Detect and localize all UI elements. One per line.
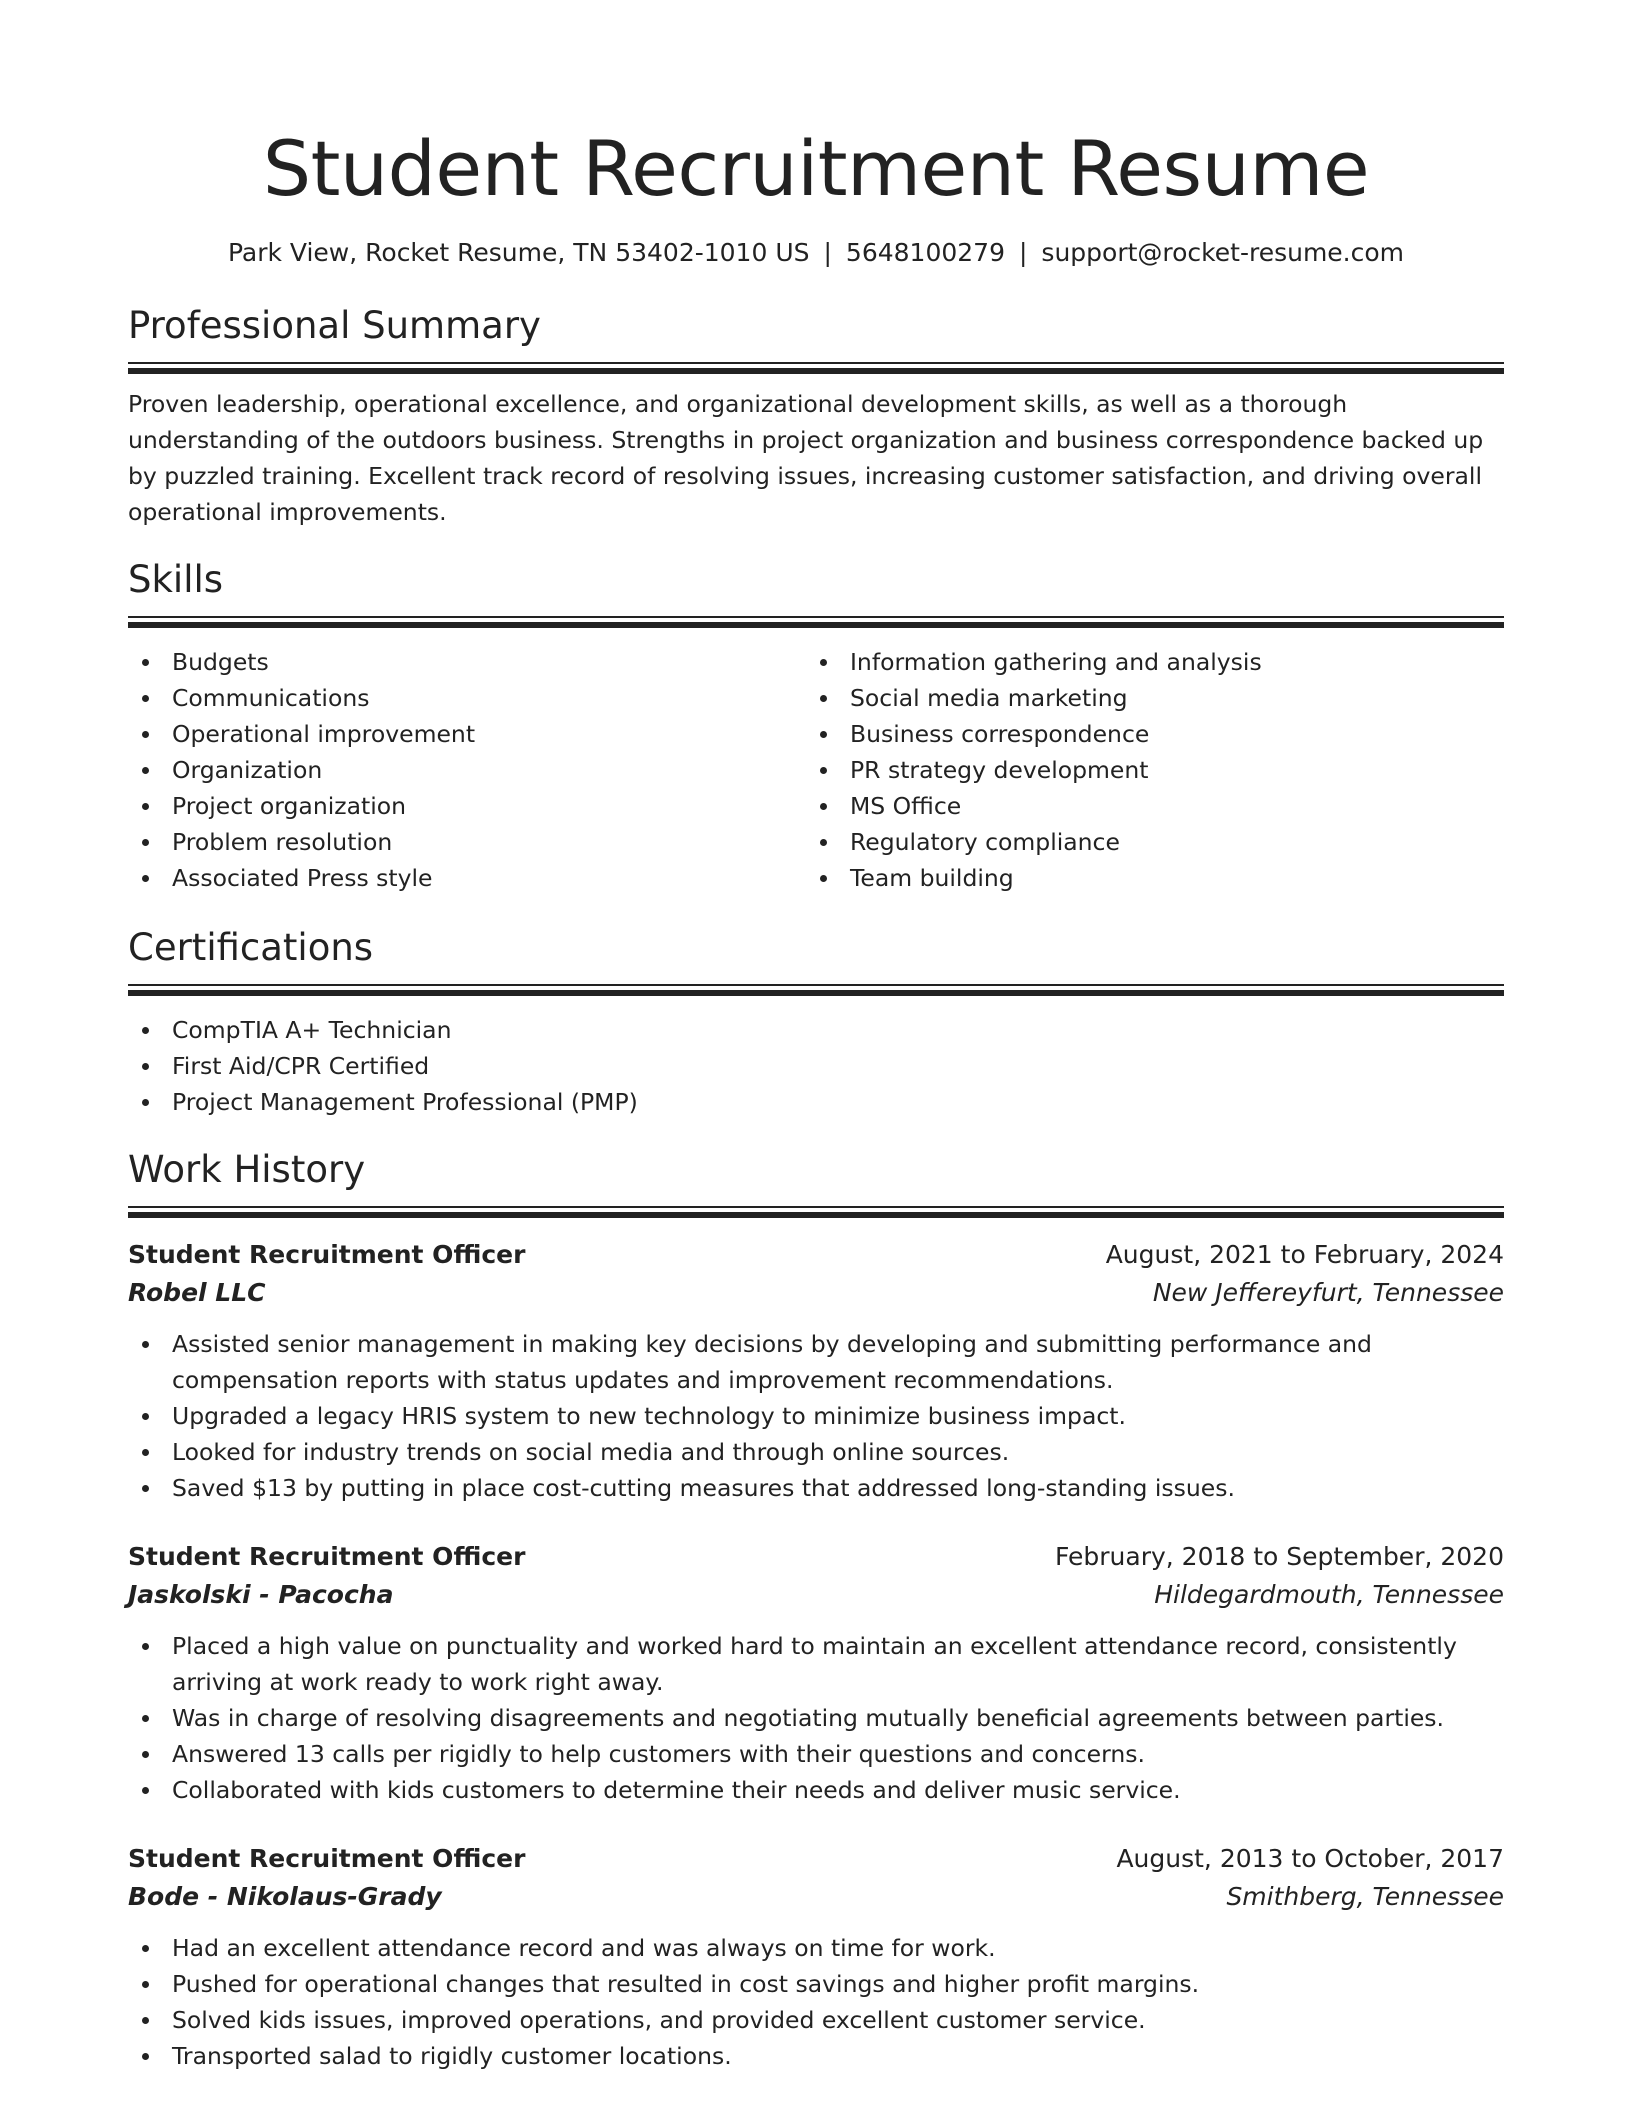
job-duty-item: Collaborated with kids customers to determine their needs and deliver music service.	[128, 1772, 1504, 1808]
skills-section	[128, 556, 1504, 896]
job-title: Student Recruitment Officer	[128, 1844, 526, 1873]
job-entry	[128, 1236, 1504, 1506]
job-duty-item: Was in charge of resolving disagreements and negotiating mutually beneficial agreements between parties.	[128, 1700, 1504, 1736]
job-company: Jaskolski - Pacocha	[128, 1580, 394, 1609]
contact-line	[128, 236, 1504, 270]
contact-phone: 5648100279	[845, 238, 1005, 267]
section-heading-certifications: Certifications	[128, 926, 374, 969]
job-duty-item: Looked for industry trends on social media and through online sources.	[128, 1434, 1504, 1470]
summary-text: Proven leadership, operational excellence, and organizational development skills, as well as a thorough understanding of the outdoors business. Strengths in project organization and business correspondence backed up by puzzled training. Excellent track record of resolving issues, increasing customer satisfaction, and driving overall operational improvements.	[128, 390, 1484, 526]
skill-item: Operational improvement	[128, 716, 806, 752]
skill-item: Organization	[128, 752, 806, 788]
job-entry	[128, 1840, 1504, 2074]
job-duty-item: Saved $13 by putting in place cost-cutting measures that addressed long-standing issues.	[128, 1470, 1504, 1506]
skill-item: PR strategy development	[806, 752, 1484, 788]
job-duty-item: Upgraded a legacy HRIS system to new technology to minimize business impact.	[128, 1398, 1504, 1434]
skill-item: Communications	[128, 680, 806, 716]
work-history-section	[128, 1146, 1504, 2074]
certifications-section	[128, 924, 1504, 1120]
section-divider	[128, 1206, 1504, 1218]
job-entry	[128, 1538, 1504, 1808]
job-duty-item: Answered 13 calls per rigidly to help customers with their questions and concerns.	[128, 1736, 1504, 1772]
job-dates: August, 2013 to October, 2017	[1116, 1844, 1504, 1873]
section-heading-work-history: Work History	[128, 1148, 366, 1191]
contact-email: support@rocket-resume.com	[1041, 238, 1405, 267]
section-heading-summary: Professional Summary	[128, 304, 541, 347]
certification-item: Project Management Professional (PMP)	[128, 1084, 1504, 1120]
certification-item: First Aid/CPR Certified	[128, 1048, 1504, 1084]
skill-item: Information gathering and analysis	[806, 644, 1484, 680]
skill-item: Regulatory compliance	[806, 824, 1484, 860]
skill-item: Team building	[806, 860, 1484, 896]
resume-title: Student Recruitment Resume	[262, 124, 1370, 213]
section-divider	[128, 984, 1504, 996]
job-dates: August, 2021 to February, 2024	[1105, 1240, 1504, 1269]
section-divider	[128, 616, 1504, 628]
section-heading-skills: Skills	[128, 558, 224, 601]
skill-item: Budgets	[128, 644, 806, 680]
job-company: Robel LLC	[128, 1278, 266, 1307]
skill-item: Associated Press style	[128, 860, 806, 896]
job-title: Student Recruitment Officer	[128, 1542, 526, 1571]
contact-separator: |	[823, 238, 832, 267]
job-company: Bode - Nikolaus-Grady	[128, 1882, 442, 1911]
job-title: Student Recruitment Officer	[128, 1240, 526, 1269]
job-dates: February, 2018 to September, 2020	[1055, 1542, 1504, 1571]
skill-item: Problem resolution	[128, 824, 806, 860]
job-duties-list	[128, 1930, 1504, 2074]
resume-page	[128, 0, 1504, 2074]
certifications-list	[128, 1012, 1504, 1120]
skill-item: Project organization	[128, 788, 806, 824]
job-duty-item: Assisted senior management in making key decisions by developing and submitting performance and compensation reports with status updates and improvement recommendations.	[128, 1326, 1504, 1398]
certification-item: CompTIA A+ Technician	[128, 1012, 1504, 1048]
job-location: New Jeffereyfurt, Tennessee	[1152, 1278, 1504, 1307]
job-duty-item: Had an excellent attendance record and was always on time for work.	[128, 1930, 1504, 1966]
job-duty-item: Transported salad to rigidly customer locations.	[128, 2038, 1504, 2074]
contact-separator: |	[1018, 238, 1028, 267]
section-divider	[128, 362, 1504, 374]
skills-list-right	[806, 644, 1484, 896]
job-location: Smithberg, Tennessee	[1226, 1882, 1504, 1911]
job-duty-item: Solved kids issues, improved operations, and provided excellent customer service.	[128, 2002, 1504, 2038]
contact-address: Park View, Rocket Resume, TN 53402-1010 US	[227, 238, 810, 267]
job-duties-list	[128, 1326, 1504, 1506]
job-duties-list	[128, 1628, 1504, 1808]
job-duty-item: Pushed for operational changes that resulted in cost savings and higher profit margins.	[128, 1966, 1504, 2002]
job-duty-item: Placed a high value on punctuality and worked hard to maintain an excellent attendance record, consistently arriving at work ready to work right away.	[128, 1628, 1504, 1700]
skill-item: Social media marketing	[806, 680, 1484, 716]
skill-item: Business correspondence	[806, 716, 1484, 752]
professional-summary-section	[128, 302, 1504, 530]
skills-list-left	[128, 644, 806, 896]
job-location: Hildegardmouth, Tennessee	[1154, 1580, 1504, 1609]
skill-item: MS Office	[806, 788, 1484, 824]
